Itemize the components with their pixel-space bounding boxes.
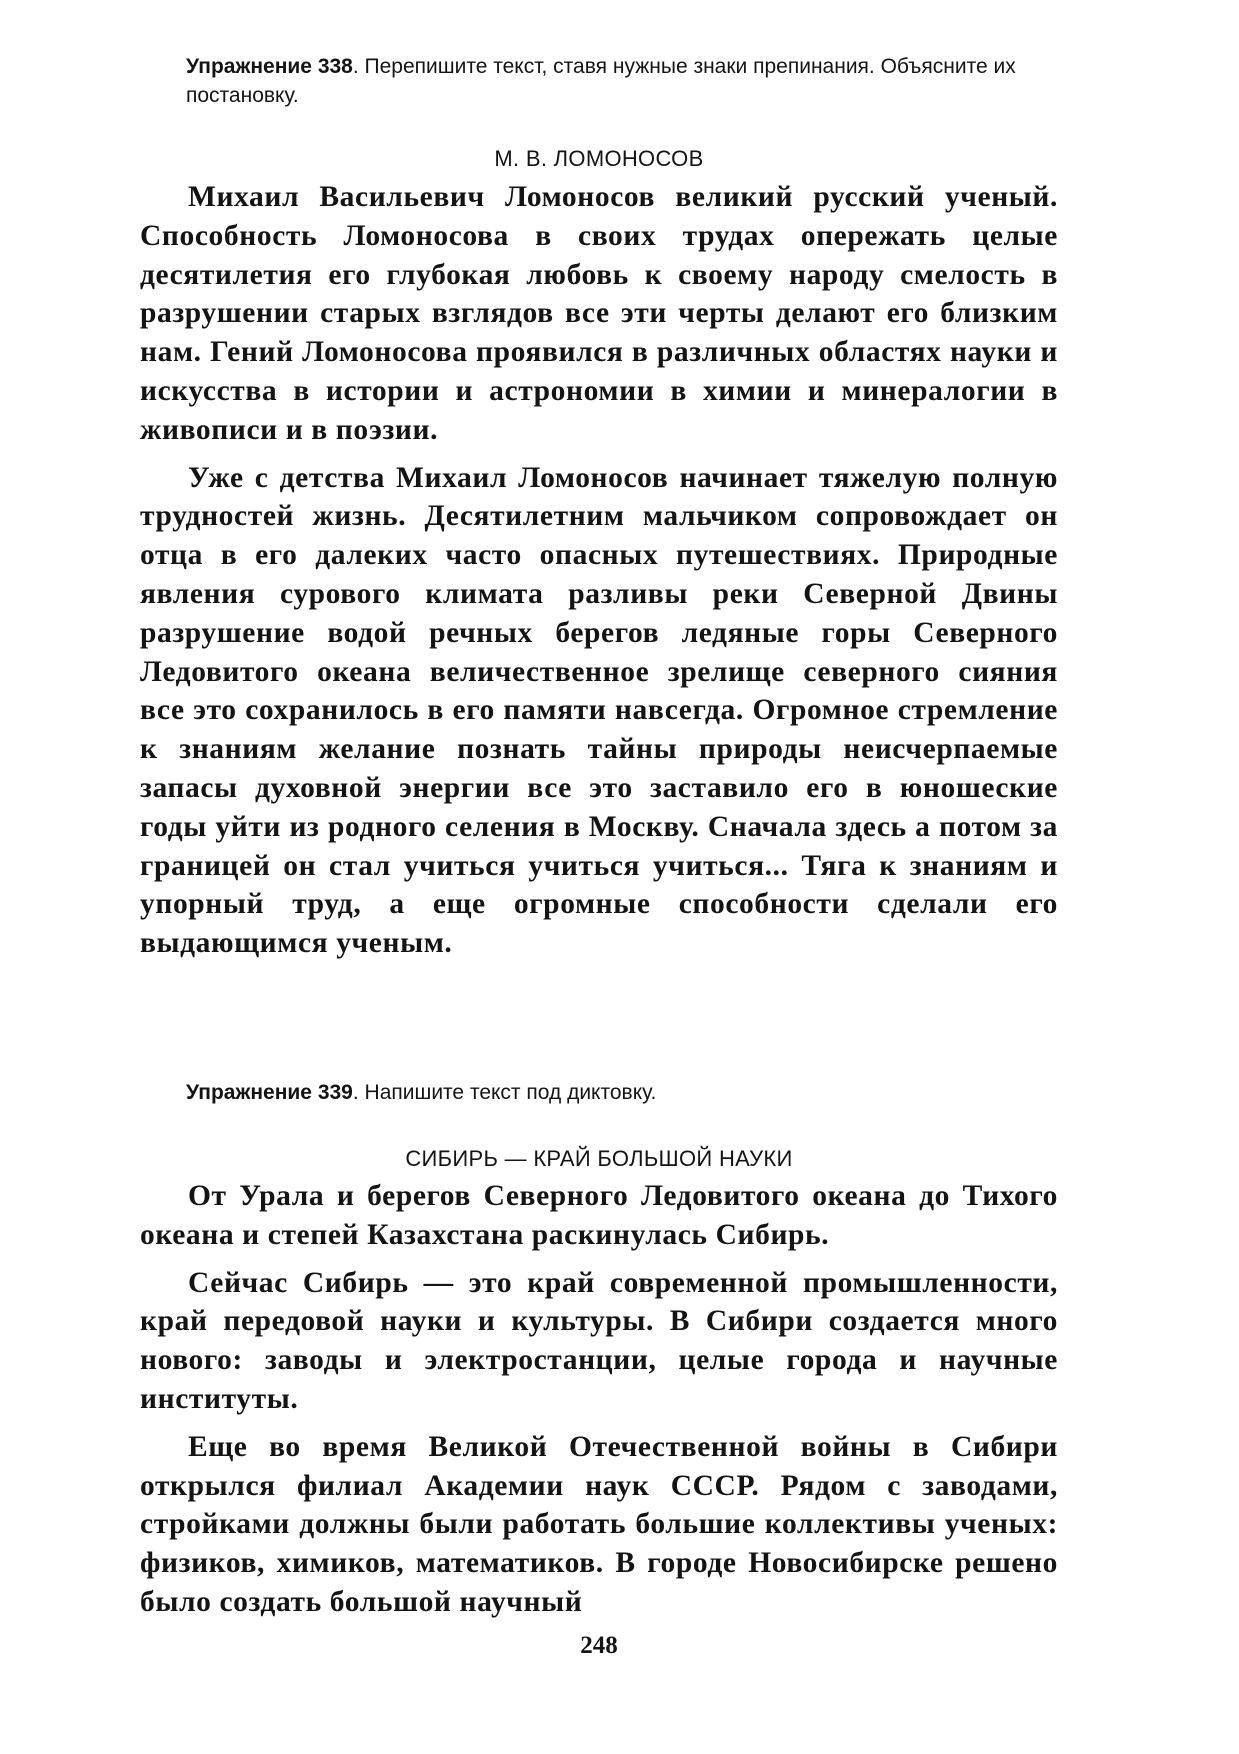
exercise-338-title: М. В. ЛОМОНОСОВ	[494, 146, 704, 171]
exercise-338-number: Упражнение 338	[186, 55, 353, 78]
exercise-338-instruction-text: . Перепишите текст, ставя нужные знаки препинания. Объясните их постановку.	[186, 55, 1016, 107]
exercise-338-paragraph-1: Михаил Васильевич Ломоносов великий русский ученый. Способность Ломоносова в своих трудах опережать целые десятилетия его глубокая любовь к своему народу смелость в разрушении старых взглядов все эти черты делают его близким нам. Гений Ломоносова проявился в различных областях науки и искусства в истории и астрономии в химии и минералогии в живописи и в поэзии.	[140, 181, 1058, 446]
exercise-339-instruction-text: . Напишите текст под диктовку.	[352, 1081, 657, 1104]
exercise-338-instruction	[186, 52, 1058, 110]
page-number: 248	[580, 1632, 618, 1659]
exercise-339-paragraph-2: Сейчас Сибирь — это край современной промышленности, край передовой науки и культуры. В Сибири создается много нового: заводы и электростанции, целые города и научные институты.	[140, 1266, 1058, 1415]
exercise-339-paragraph-1: От Урала и берегов Северного Ледовитого океана до Тихого океана и степей Казахстана раскинулась Сибирь.	[140, 1180, 1058, 1251]
exercise-339-paragraph-3: Еще во время Великой Отечественной войны в Сибири открылся филиал Академии наук СССР. Рядом с заводами, стройками должны были работать большие коллективы ученых: физиков, химиков, математиков. В городе Новосибирске решено было создать большой научный	[140, 1430, 1058, 1618]
exercise-338-paragraph-2: Уже с детства Михаил Ломоносов начинает тяжелую полную трудностей жизнь. Десятилетним мальчиком сопровождает он отца в его далеких часто опасных путешествиях. Природные явления сурового климата разливы реки Северной Двины разрушение водой речных берегов ледяные горы Северного Ледовитого океана величественное зрелище северного сияния все это сохранилось в его памяти навсегда. Огромное стремление к знаниям желание познать тайны природы неисчерпаемые запасы духовной энергии все это заставило его в юношеские годы уйти из родного селения в Москву. Сначала здесь а потом за границей он стал учиться учиться учиться... Тяга к знаниям и упорный труд, а еще огромные способности сделали его выдающимся ученым.	[140, 461, 1058, 960]
exercise-339-text	[140, 1177, 1058, 1631]
exercise-339-number: Упражнение 339	[186, 1081, 353, 1104]
exercise-339-instruction	[186, 1078, 1058, 1107]
exercise-339-title: СИБИРЬ — КРАЙ БОЛЬШОЙ НАУКИ	[405, 1146, 793, 1171]
exercise-338-text	[140, 178, 1058, 972]
